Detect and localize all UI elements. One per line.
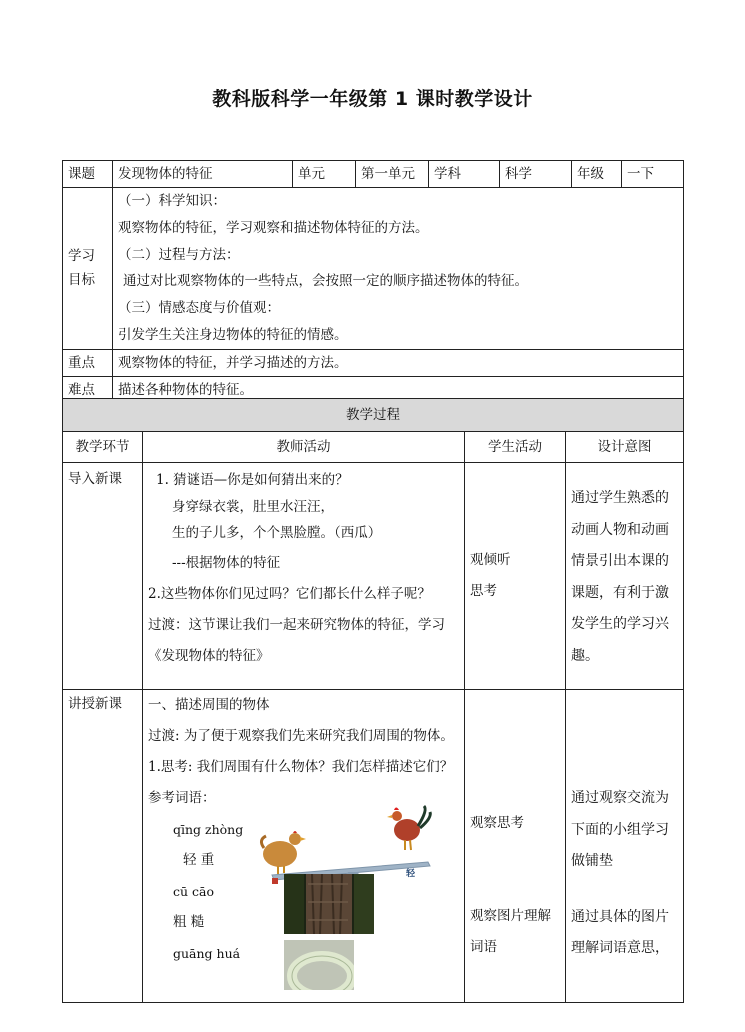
intent-1: 通过观察交流为下面的小组学习做铺垫 [571,790,669,869]
goal-line: 观察物体的特征，学习观察和描述物体特征的方法。 [118,219,429,236]
teacher-line: 参考词语： [148,790,216,806]
teacher-line: 1. 猜谜语—你是如何猜出来的？ [156,472,349,488]
teacher-line: 《发现物体的特征》 [148,648,270,664]
word-line: 粗 糙 [173,914,205,930]
goals-content [113,188,684,350]
student-activity-1: 观察思考 [470,815,524,831]
subject-value: 科学 [500,161,572,188]
word-line: 轻 重 [183,852,215,868]
intro-student: 观倾听 思考 [465,463,566,690]
intro-intent: 通过学生熟悉的动画人物和动画情景引出本课的课题，有利于激发学生的学习兴趣。 [566,463,684,690]
teach-student [465,690,566,1003]
header-student: 学生活动 [465,432,566,463]
goal-line: （二）过程与方法： [118,246,240,263]
teacher-line: 身穿绿衣裳，肚里水汪汪， [172,499,334,515]
process-title: 教学过程 [63,399,684,432]
subject-label: 学科 [429,161,500,188]
header-stage: 教学环节 [63,432,143,463]
intro-row [63,463,684,690]
focus-row [63,349,684,376]
grade-label: 年级 [572,161,622,188]
grade-value: 一下 [622,161,684,188]
goal-line: 通过对比观察物体的一些特点，会按照一定的顺序描述物体的特征。 [123,273,528,290]
teacher-line: 生的子儿多，个个黑脸膛。（西瓜） [172,525,382,541]
jade-bangle-image [284,940,354,990]
tree-bark-image [284,874,374,934]
pinyin-line: cū cāo [173,884,215,899]
teach-stage: 讲授新课 [63,690,143,1003]
seesaw-chickens-image [250,800,435,885]
seesaw-light-label: 轻 [406,869,416,879]
teacher-line: 一、描述周围的物体 [148,697,270,713]
difficulty-value: 描述各种物体的特征。 [113,376,684,403]
header-intent: 设计意图 [566,432,684,463]
unit-label: 单元 [293,161,356,188]
goal-line: （三）情感态度与价值观： [118,300,280,317]
pinyin-line: guāng huá [173,946,241,961]
intro-teacher [143,463,465,690]
teacher-line: 过渡：这节课让我们一起来研究物体的特征，学习 [148,617,445,633]
intent-2: 通过具体的图片理解词语意思， [571,908,669,956]
teacher-line: 2.这些物体你们见过吗？它们都长什么样子呢？ [148,586,431,602]
intro-stage: 导入新课 [63,463,143,690]
teacher-line: 过渡: 为了便于观察我们先来研究我们周围的物体。 [148,728,454,744]
process-header-row [63,432,684,463]
teacher-line: 1.思考: 我们周围有什么物体？我们怎样描述它们？ [148,759,454,775]
focus-label: 重点 [63,349,113,376]
info-row [63,161,684,188]
document-title: 教科版科学一年级第 1 课时教学设计 [212,88,533,110]
goals-label: 学习 目标 [63,188,113,350]
lesson-info-table [62,160,684,404]
difficulty-label: 难点 [63,376,113,403]
unit-value: 第一单元 [356,161,429,188]
goal-line: （一）科学知识： [118,193,226,209]
focus-value: 观察物体的特征，并学习描述的方法。 [113,349,684,376]
goals-row [63,188,684,350]
teach-intent [566,690,684,1003]
topic-label: 课题 [63,161,113,188]
header-teacher: 教师活动 [143,432,465,463]
pinyin-line: qīng zhòng [173,822,244,837]
student-activity-2: 观察图片理解 词语 [470,908,551,956]
goal-line: 引发学生关注身边物体的特征的情感。 [118,326,348,343]
teacher-line: ---根据物体的特征 [172,555,281,571]
topic-value: 发现物体的特征 [113,161,293,188]
